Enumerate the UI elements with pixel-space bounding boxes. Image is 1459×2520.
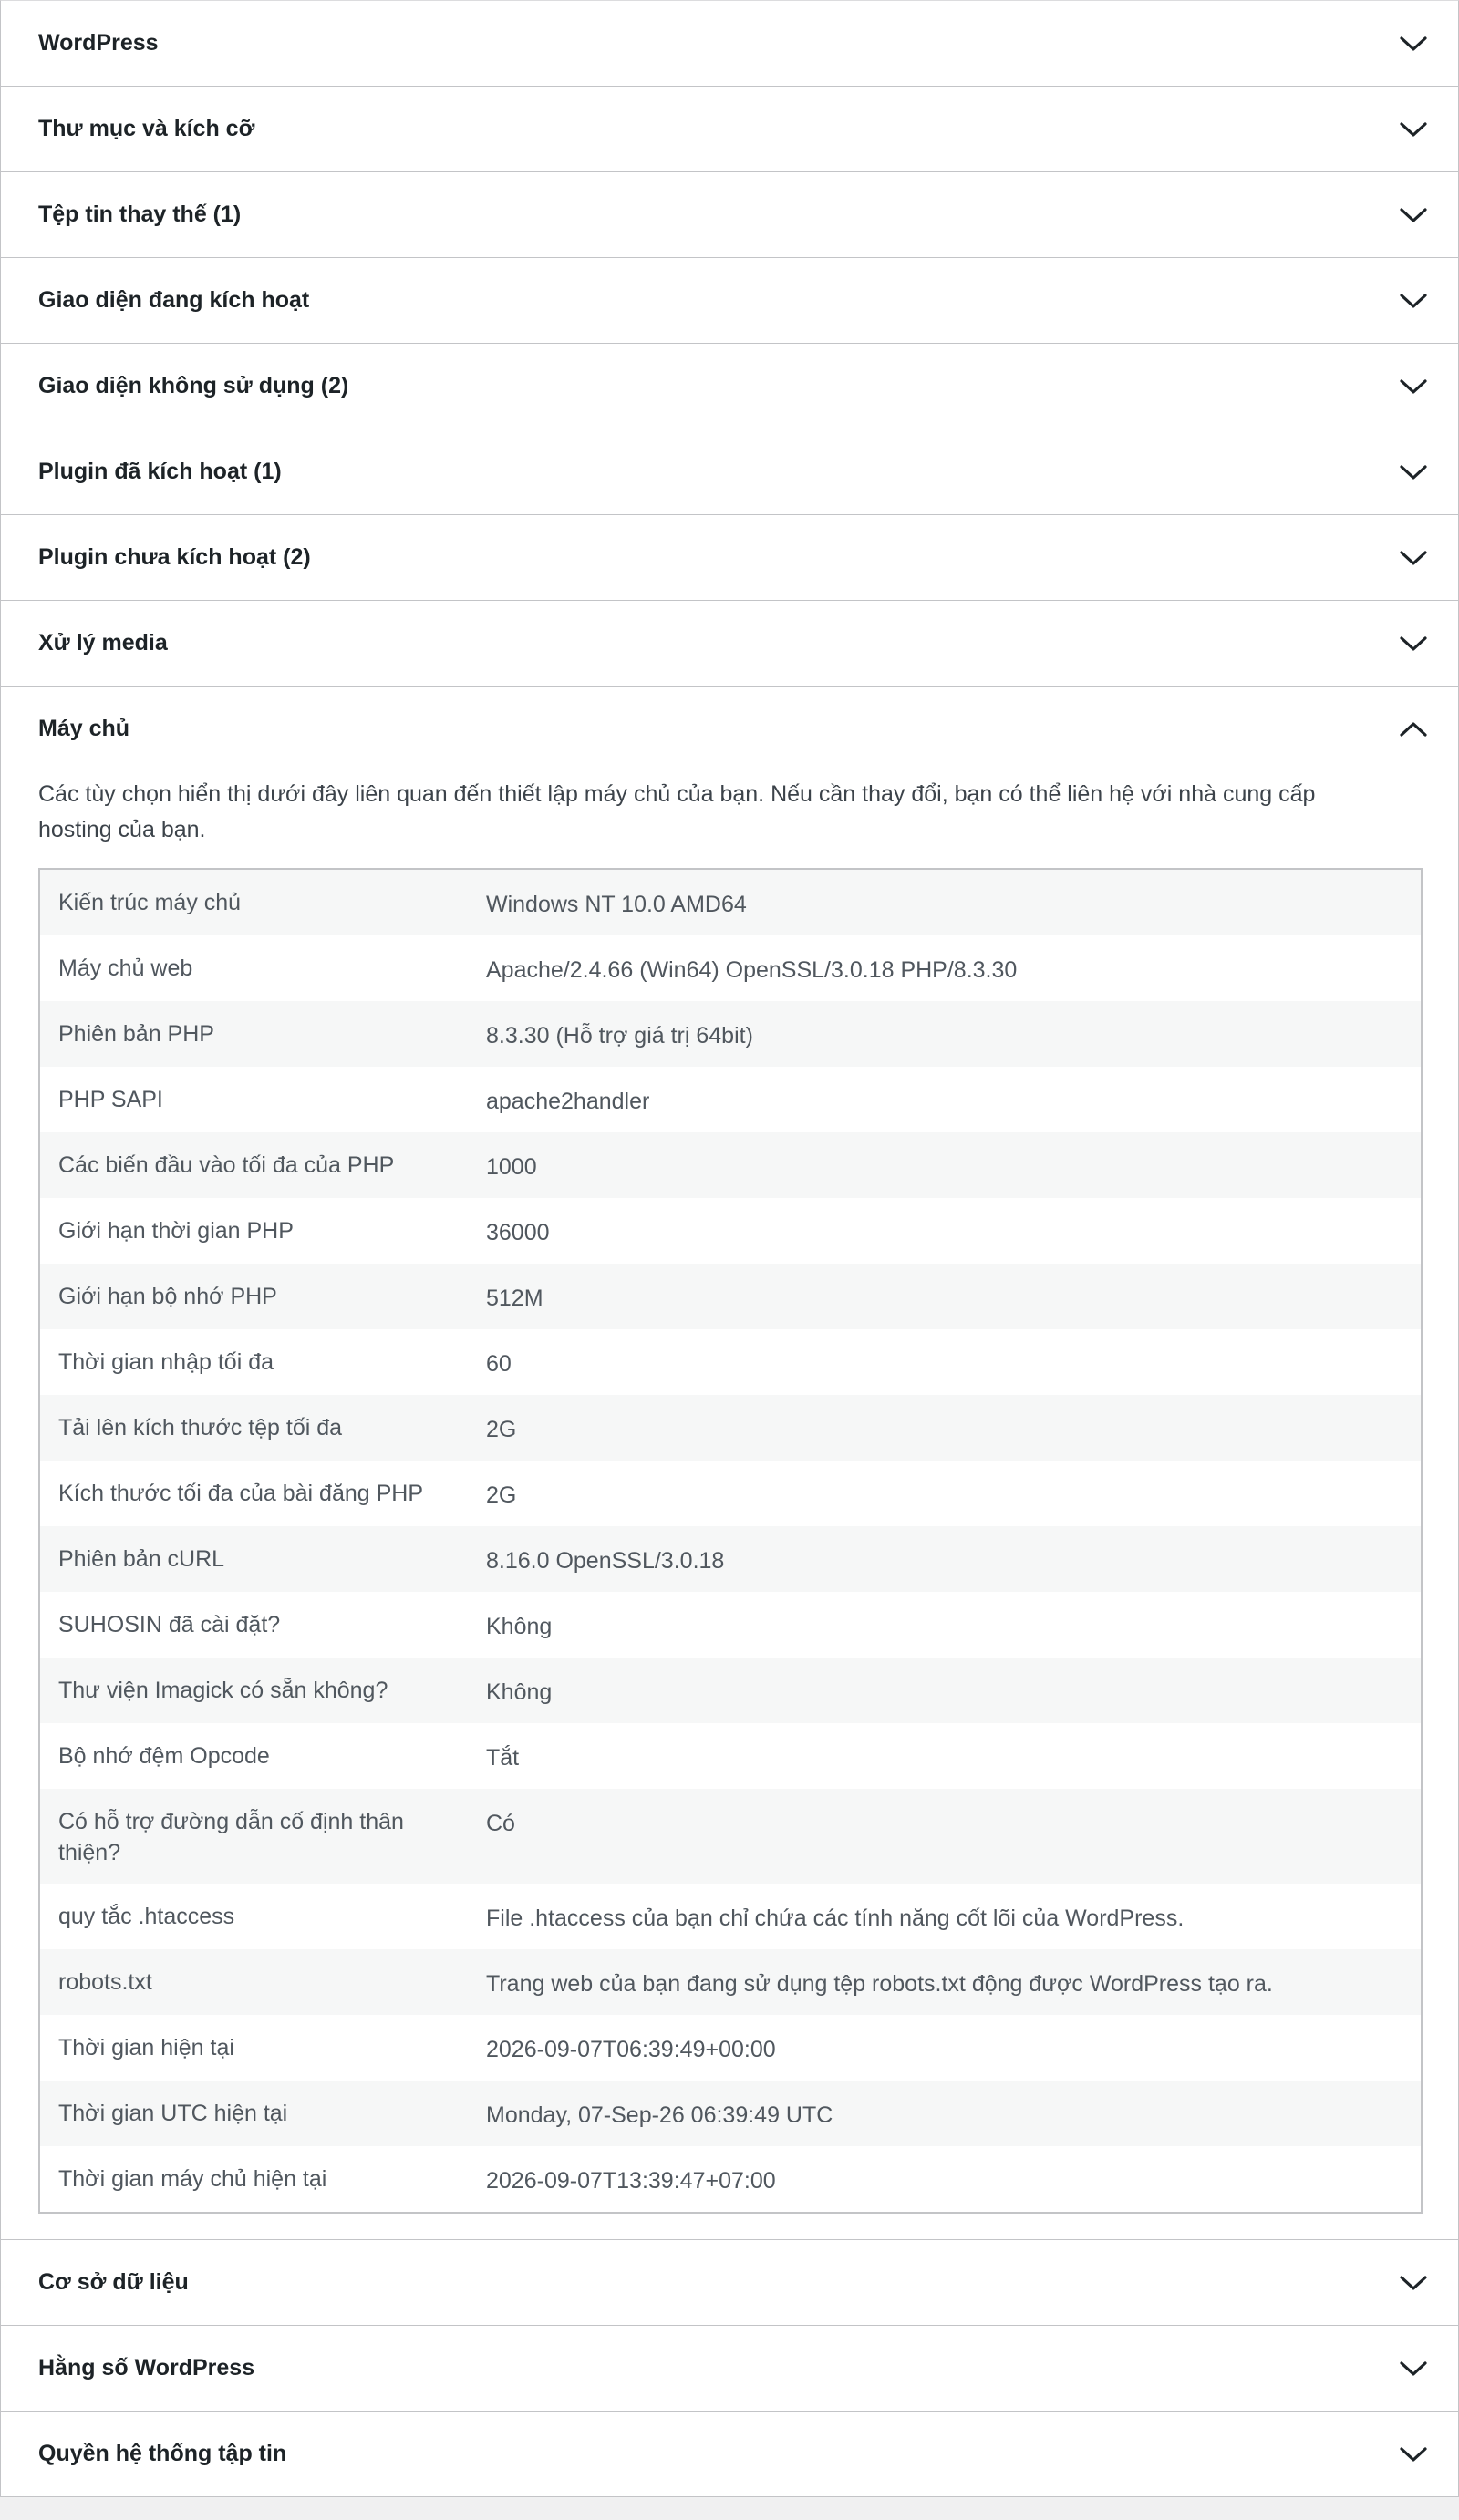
server-info-table (38, 868, 1423, 2214)
table-row (39, 1658, 1422, 1723)
table-row (39, 1884, 1422, 1949)
row-value: 8.3.30 (Hỗ trợ giá trị 64bit) (486, 1023, 753, 1048)
accordion-toggle-button[interactable] (1, 87, 1458, 171)
row-value: File .htaccess của bạn chỉ chứa các tính năng cốt lõi của WordPress. (486, 1905, 1185, 1931)
row-label: Phiên bản cURL (58, 1546, 225, 1572)
table-row (39, 1198, 1422, 1264)
row-label: robots.txt (58, 1969, 152, 1995)
accordion-toggle-button[interactable] (1, 2240, 1458, 2325)
table-row (39, 869, 1422, 935)
table-row (39, 1329, 1422, 1395)
chevron-down-icon[interactable] (1398, 457, 1429, 488)
row-label: Thư viện Imagick có sẵn không? (58, 1678, 388, 1703)
accordion-section-title: Xử lý media (38, 630, 168, 656)
table-row (39, 1526, 1422, 1592)
row-value: 2G (486, 1482, 517, 1508)
row-value: Apache/2.4.66 (Win64) OpenSSL/3.0.18 PHP/8.3.30 (486, 957, 1018, 983)
accordion-toggle-button[interactable] (1, 687, 1458, 771)
chevron-down-icon[interactable] (1398, 285, 1429, 316)
row-value: Windows NT 10.0 AMD64 (486, 892, 747, 917)
accordion-toggle-button[interactable] (1, 601, 1458, 686)
accordion-section (0, 686, 1459, 2239)
chevron-down-icon[interactable] (1398, 28, 1429, 59)
row-value: Có (486, 1811, 515, 1836)
row-value: 2026-09-07T13:39:47+07:00 (486, 2168, 776, 2194)
accordion-section-title: Plugin đã kích hoạt (1) (38, 459, 282, 484)
accordion-section-title: Quyền hệ thống tập tin (38, 2441, 287, 2466)
row-value: Tắt (486, 1745, 520, 1771)
accordion-section-title: WordPress (38, 30, 159, 56)
accordion-toggle-button[interactable] (1, 258, 1458, 343)
section-description: Các tùy chọn hiển thị dưới đây liên quan đến thiết lập máy chủ của bạn. Nếu cần thay đổi, bạn có thể liên hệ với nhà cung cấp hosting của bạn. (38, 781, 1316, 842)
row-value: Monday, 07-Sep-26 06:39:49 UTC (486, 2102, 833, 2128)
accordion-section (0, 257, 1459, 343)
chevron-down-icon[interactable] (1398, 2353, 1429, 2384)
chevron-down-icon[interactable] (1398, 371, 1429, 402)
table-row (39, 1723, 1422, 1789)
table-row (39, 2015, 1422, 2081)
row-label: Thời gian nhập tối đa (58, 1349, 274, 1375)
row-value: 1000 (486, 1154, 537, 1180)
accordion-toggle-button[interactable] (1, 429, 1458, 514)
table-row (39, 1395, 1422, 1461)
row-label: Bộ nhớ đệm Opcode (58, 1743, 270, 1769)
table-row (39, 2146, 1422, 2213)
accordion-section (0, 2411, 1459, 2497)
accordion-section (0, 429, 1459, 514)
row-value: 2G (486, 1417, 517, 1442)
row-value: Trang web của bạn đang sử dụng tệp robots.txt động được WordPress tạo ra. (486, 1971, 1273, 1997)
row-label: PHP SAPI (58, 1087, 163, 1112)
accordion-toggle-button[interactable] (1, 2326, 1458, 2411)
accordion-section-title: Giao diện không sử dụng (2) (38, 373, 349, 398)
accordion-toggle-button[interactable] (1, 2412, 1458, 2496)
accordion-section (0, 171, 1459, 257)
row-value: apache2handler (486, 1089, 650, 1114)
accordion-toggle-button[interactable] (1, 172, 1458, 257)
table-row (39, 1949, 1422, 2015)
row-label: Các biến đầu vào tối đa của PHP (58, 1152, 395, 1178)
row-value: Không (486, 1679, 553, 1705)
row-label: Thời gian hiện tại (58, 2035, 234, 2060)
accordion-section-title: Giao diện đang kích hoạt (38, 287, 310, 313)
accordion-section-title: Plugin chưa kích hoạt (2) (38, 544, 311, 570)
row-label: Kiến trúc máy chủ (58, 890, 242, 915)
table-row (39, 2081, 1422, 2146)
row-value: Không (486, 1614, 553, 1639)
row-label: Thời gian máy chủ hiện tại (58, 2166, 327, 2192)
accordion-section (0, 2239, 1459, 2325)
accordion-section-title: Tệp tin thay thế (1) (38, 201, 242, 227)
accordion-section-title: Máy chủ (38, 716, 130, 741)
chevron-down-icon[interactable] (1398, 114, 1429, 145)
accordion-section (0, 86, 1459, 171)
chevron-down-icon[interactable] (1398, 2267, 1429, 2298)
accordion-toggle-button[interactable] (1, 1, 1458, 86)
table-row (39, 1789, 1422, 1884)
chevron-down-icon[interactable] (1398, 2439, 1429, 2470)
row-label: Giới hạn thời gian PHP (58, 1218, 294, 1244)
row-value: 512M (486, 1286, 543, 1311)
accordion-section-title: Cơ sở dữ liệu (38, 2269, 189, 2295)
row-label: quy tắc .htaccess (58, 1904, 235, 1929)
row-label: Có hỗ trợ đường dẫn cố định thân thiện? (58, 1809, 404, 1865)
chevron-down-icon[interactable] (1398, 628, 1429, 659)
table-row (39, 1001, 1422, 1067)
accordion-toggle-button[interactable] (1, 515, 1458, 600)
row-label: Tải lên kích thước tệp tối đa (58, 1415, 343, 1441)
accordion-section (0, 2325, 1459, 2411)
accordion-toggle-button[interactable] (1, 344, 1458, 429)
table-row (39, 1264, 1422, 1329)
row-label: SUHOSIN đã cài đặt? (58, 1612, 281, 1637)
accordion-section (0, 600, 1459, 686)
table-row (39, 1461, 1422, 1526)
row-label: Kích thước tối đa của bài đăng PHP (58, 1481, 424, 1506)
accordion-section-title: Thư mục và kích cỡ (38, 116, 255, 141)
accordion-section (0, 514, 1459, 600)
row-label: Phiên bản PHP (58, 1021, 214, 1047)
table-row (39, 1067, 1422, 1132)
row-label: Máy chủ web (58, 955, 193, 981)
row-value: 60 (486, 1351, 512, 1377)
table-row (39, 1592, 1422, 1658)
accordion-panel (1, 771, 1458, 2239)
table-row (39, 935, 1422, 1001)
accordion-section (0, 343, 1459, 429)
chevron-down-icon[interactable] (1398, 542, 1429, 573)
chevron-down-icon[interactable] (1398, 200, 1429, 231)
chevron-up-icon[interactable] (1398, 714, 1429, 745)
row-label: Thời gian UTC hiện tại (58, 2101, 288, 2126)
row-label: Giới hạn bộ nhớ PHP (58, 1284, 277, 1309)
row-value: 8.16.0 OpenSSL/3.0.18 (486, 1548, 725, 1574)
table-row (39, 1132, 1422, 1198)
row-value: 2026-09-07T06:39:49+00:00 (486, 2037, 776, 2062)
accordion-section (0, 0, 1459, 86)
accordion-section-title: Hằng số WordPress (38, 2355, 255, 2381)
row-value: 36000 (486, 1220, 550, 1245)
